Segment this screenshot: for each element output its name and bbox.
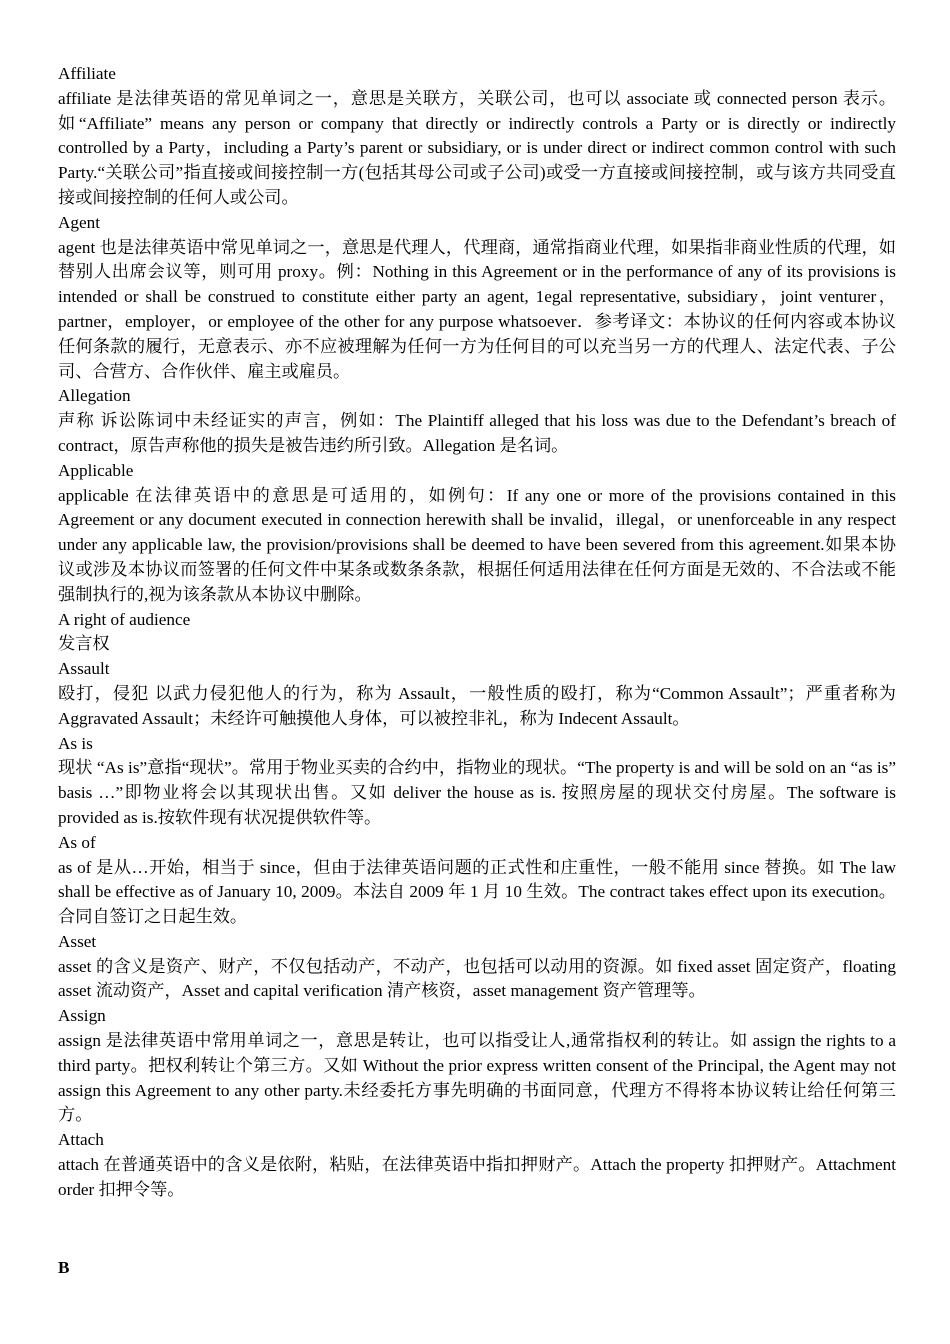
definition-as-is: 现状 “As is”意指“现状”。常用于物业买卖的合约中，指物业的现状。“The property is and will be sold on an “as is” basis …”即物业将会以其现状出售。又如 deliver the house as is. 按照房屋的现状交付房屋。The software is provided as is.按软件现有状况提供软件等。: [58, 758, 896, 827]
term-agent: Agent: [58, 212, 101, 232]
term-allegation: Allegation: [58, 386, 131, 406]
definition-affiliate: affiliate 是法律英语的常见单词之一，意思是关联方，关联公司，也可以 associate 或 connected person 表示。如“Affiliate” means any person or company that directly or indirectly controls a Party or is directly or indirectly controlled by a Party，including a Party’s parent or subsidiary, or is under direct or indirect common control with such Party.“关联公司”指直接或间接控制一方(包括其母公司或子公司)或受一方直接或间接控制，或与该方共同受直接或间接控制的任何人或公司。: [58, 88, 896, 207]
definition-a-right-of-audience: 发言权: [58, 634, 110, 654]
term-assign: Assign: [58, 1006, 106, 1026]
glossary-content: [58, 62, 896, 1203]
term-a-right-of-audience: A right of audience: [58, 609, 191, 629]
definition-assign: assign 是法律英语中常用单词之一，意思是转让，也可以指受让人,通常指权利的转让。如 assign the rights to a third party。把权利转让个第三方。又如 Without the prior express written consent of the Principal, the Agent may not assign this Agreement to any other party.未经委托方事先明确的书面同意，代理方不得将本协议转让给任何第三方。: [58, 1031, 896, 1125]
term-affiliate: Affiliate: [58, 64, 116, 83]
definition-assault: 殴打，侵犯 以武力侵犯他人的行为，称为 Assault，一般性质的殴打，称为“Common Assault”；严重者称为 Aggravated Assault；未经许可触摸他人身体，可以被控非礼，称为 Indecent Assault。: [58, 683, 896, 728]
term-as-is: As is: [58, 733, 93, 753]
section-heading-b: B: [58, 1258, 70, 1277]
definition-attach: attach 在普通英语中的含义是依附，粘贴，在法律英语中指扣押财产。Attach the property 扣押财产。Attachment order 扣押令等。: [58, 1155, 896, 1199]
definition-applicable: applicable 在法律英语中的意思是可适用的，如例句：If any one or more of the provisions contained in this Agreement or any document executed in connection herewith shall be invalid，illegal，or unenforceable in any respect under any applicable law, the provision/provisions shall be deemed to have been severed from this agreement.如果本协议或涉及本协议而签署的任何文件中某条或数条条款，根据任何适用法律在任何方面是无效的、不合法或不能强制执行的,视为该条款从本协议中删除。: [58, 485, 896, 604]
term-assault: Assault: [58, 659, 110, 679]
definition-asset: asset 的含义是资产、财产，不仅包括动产，不动产，也包括可以动用的资源。如 fixed asset 固定资产，floating asset 流动资产，Asset and capital verification 清产核资，asset management 资产管理等。: [58, 956, 896, 1001]
definition-allegation: 声称 诉讼陈词中未经证实的声言，例如：The Plaintiff alleged that his loss was due to the Defendant’s breach of contract，原告声称他的损失是被告违约所引致。Allegation 是名词。: [58, 411, 896, 455]
definition-as-of: as of 是从…开始，相当于 since，但由于法律英语问题的正式性和庄重性，一般不能用 since 替换。如 The law shall be effective as of January 10, 2009。本法自 2009 年 1 月 10 生效。The contract takes effect upon its execution。合同自签订之日起生效。: [58, 857, 896, 927]
definition-agent: agent 也是法律英语中常见单词之一，意思是代理人，代理商，通常指商业代理，如果指非商业性质的代理，如替别人出席会议等，则可用 proxy。例：Nothing in this Agreement or in the performance of any of its provisions is intended or shall be construed to constitute either party an agent, 1egal representative, subsidiary，joint venturer，partner，employer，or employee of the other for any purpose whatsoever．参考译文：本协议的任何内容或本协议任何条款的履行，无意表示、亦不应被理解为任何一方为任何目的可以充当另一方的代理人、法定代表、子公司、合营方、合作伙伴、雇主或雇员。: [58, 237, 896, 381]
term-attach: Attach: [58, 1130, 104, 1150]
term-asset: Asset: [58, 931, 97, 951]
term-as-of: As of: [58, 832, 96, 852]
term-applicable: Applicable: [58, 460, 134, 480]
